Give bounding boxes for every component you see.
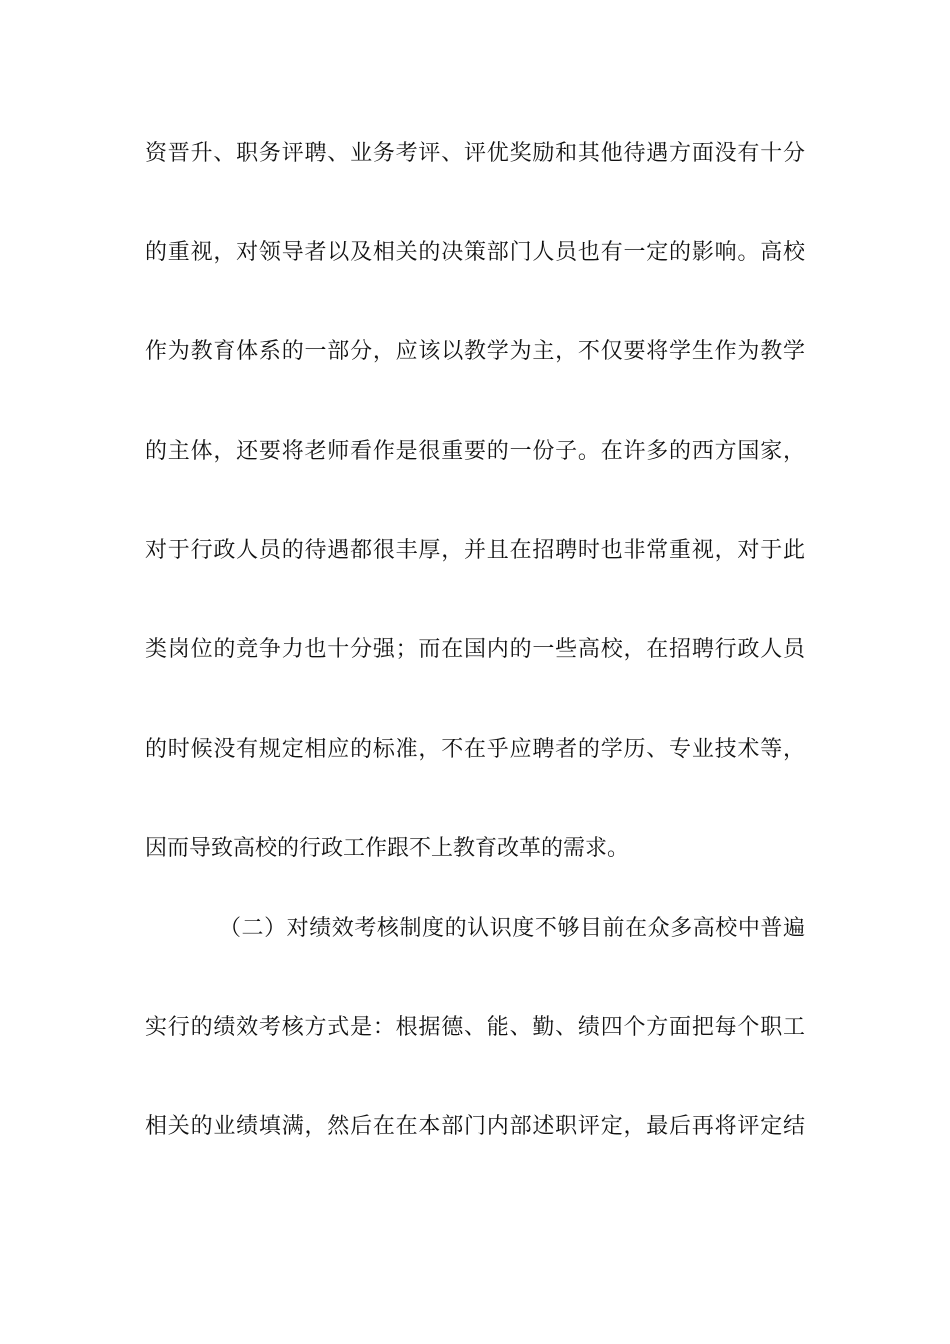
body-text-line-11: 相关的业绩填满，然后在在本部门内部述职评定，最后再将评定结 bbox=[145, 1114, 805, 1139]
body-text-line-4: 的主体，还要将老师看作是很重要的一份子。在许多的西方国家， bbox=[145, 439, 805, 464]
body-text-line-1: 资晋升、职务评聘、业务考评、评优奖励和其他待遇方面没有十分 bbox=[145, 141, 805, 166]
body-text-line-6: 类岗位的竞争力也十分强；而在国内的一些高校，在招聘行政人员 bbox=[145, 637, 805, 662]
body-text-line-10: 实行的绩效考核方式是：根据德、能、勤、绩四个方面把每个职工 bbox=[145, 1015, 805, 1040]
body-text-line-2: 的重视，对领导者以及相关的决策部门人员也有一定的影响。高校 bbox=[145, 240, 805, 265]
section-heading-line: （二）对绩效考核制度的认识度不够目前在众多高校中普遍 bbox=[219, 916, 805, 941]
body-text-line-8: 因而导致高校的行政工作跟不上教育改革的需求。 bbox=[145, 836, 630, 861]
body-text-line-7: 的时候没有规定相应的标准，不在乎应聘者的学历、专业技术等， bbox=[145, 737, 805, 762]
body-text-line-3: 作为教育体系的一部分，应该以教学为主，不仅要将学生作为教学 bbox=[145, 339, 805, 364]
body-text-line-5: 对于行政人员的待遇都很丰厚，并且在招聘时也非常重视，对于此 bbox=[145, 538, 805, 563]
